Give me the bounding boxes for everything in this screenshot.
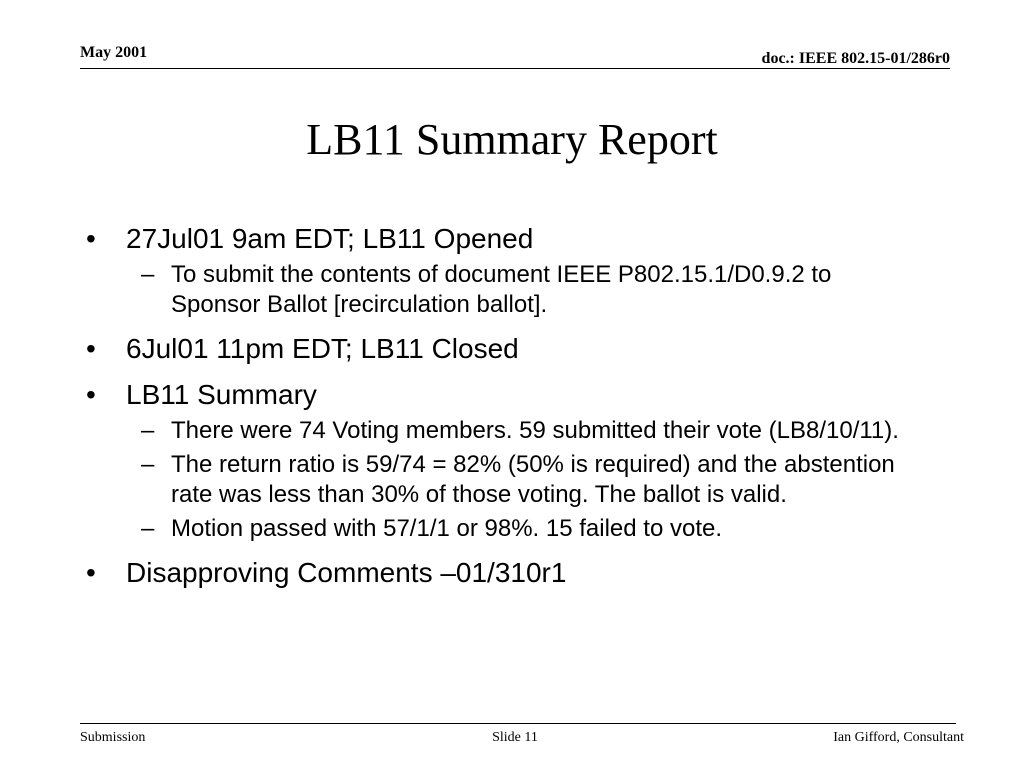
sub-bullet-purpose — [0, 260, 1024, 320]
slide-body — [0, 222, 1024, 590]
bullet-closed — [0, 332, 1024, 366]
bullet-text: 6Jul01 11pm EDT; LB11 Closed — [126, 333, 519, 364]
dash-marker: – — [141, 515, 155, 542]
bullet-marker: • — [86, 223, 96, 254]
bullet-marker: • — [86, 557, 96, 588]
header-date: May 2001 — [80, 44, 148, 61]
bullet-text: LB11 Summary — [126, 379, 317, 410]
bullet-text: 27Jul01 9am EDT; LB11 Opened — [126, 223, 534, 254]
footer-rule — [80, 723, 956, 724]
bullet-text: Disapproving Comments –01/310r1 — [126, 557, 567, 588]
footer-author: Ian Gifford, Consultant — [833, 730, 964, 745]
dash-marker: – — [141, 417, 155, 444]
sub-bullet-voting-members — [0, 416, 1024, 446]
sub-bullet-text: To submit the contents of document IEEE P802.15.1/D0.9.2 to Sponsor Ballot [recirculation ballot]. — [171, 261, 832, 318]
bullet-marker: • — [86, 333, 96, 364]
dash-marker: – — [141, 261, 155, 288]
slide-title: LB11 Summary Report — [306, 115, 718, 164]
bullet-marker: • — [86, 379, 96, 410]
header-rule — [80, 68, 950, 69]
sub-bullet-text: There were 74 Voting members. 59 submitted their vote (LB8/10/11). — [171, 417, 899, 444]
dash-marker: – — [141, 451, 155, 478]
sub-bullet-return-ratio — [0, 450, 1024, 510]
sub-bullet-motion — [0, 514, 1024, 544]
sub-bullet-text: The return ratio is 59/74 = 82% (50% is required) and the abstention rate was less than 30% of those voting. The ballot is valid. — [171, 451, 895, 508]
footer-submission: Submission — [80, 730, 146, 745]
sub-bullet-text: Motion passed with 57/1/1 or 98%. 15 failed to vote. — [171, 515, 723, 542]
bullet-summary — [0, 378, 1024, 412]
footer-slide-number: Slide 11 — [492, 730, 538, 745]
bullet-disapproving-comments — [0, 556, 1024, 590]
header-doc-id: doc.: IEEE 802.15-01/286r0 — [761, 50, 950, 67]
bullet-opened — [0, 222, 1024, 256]
